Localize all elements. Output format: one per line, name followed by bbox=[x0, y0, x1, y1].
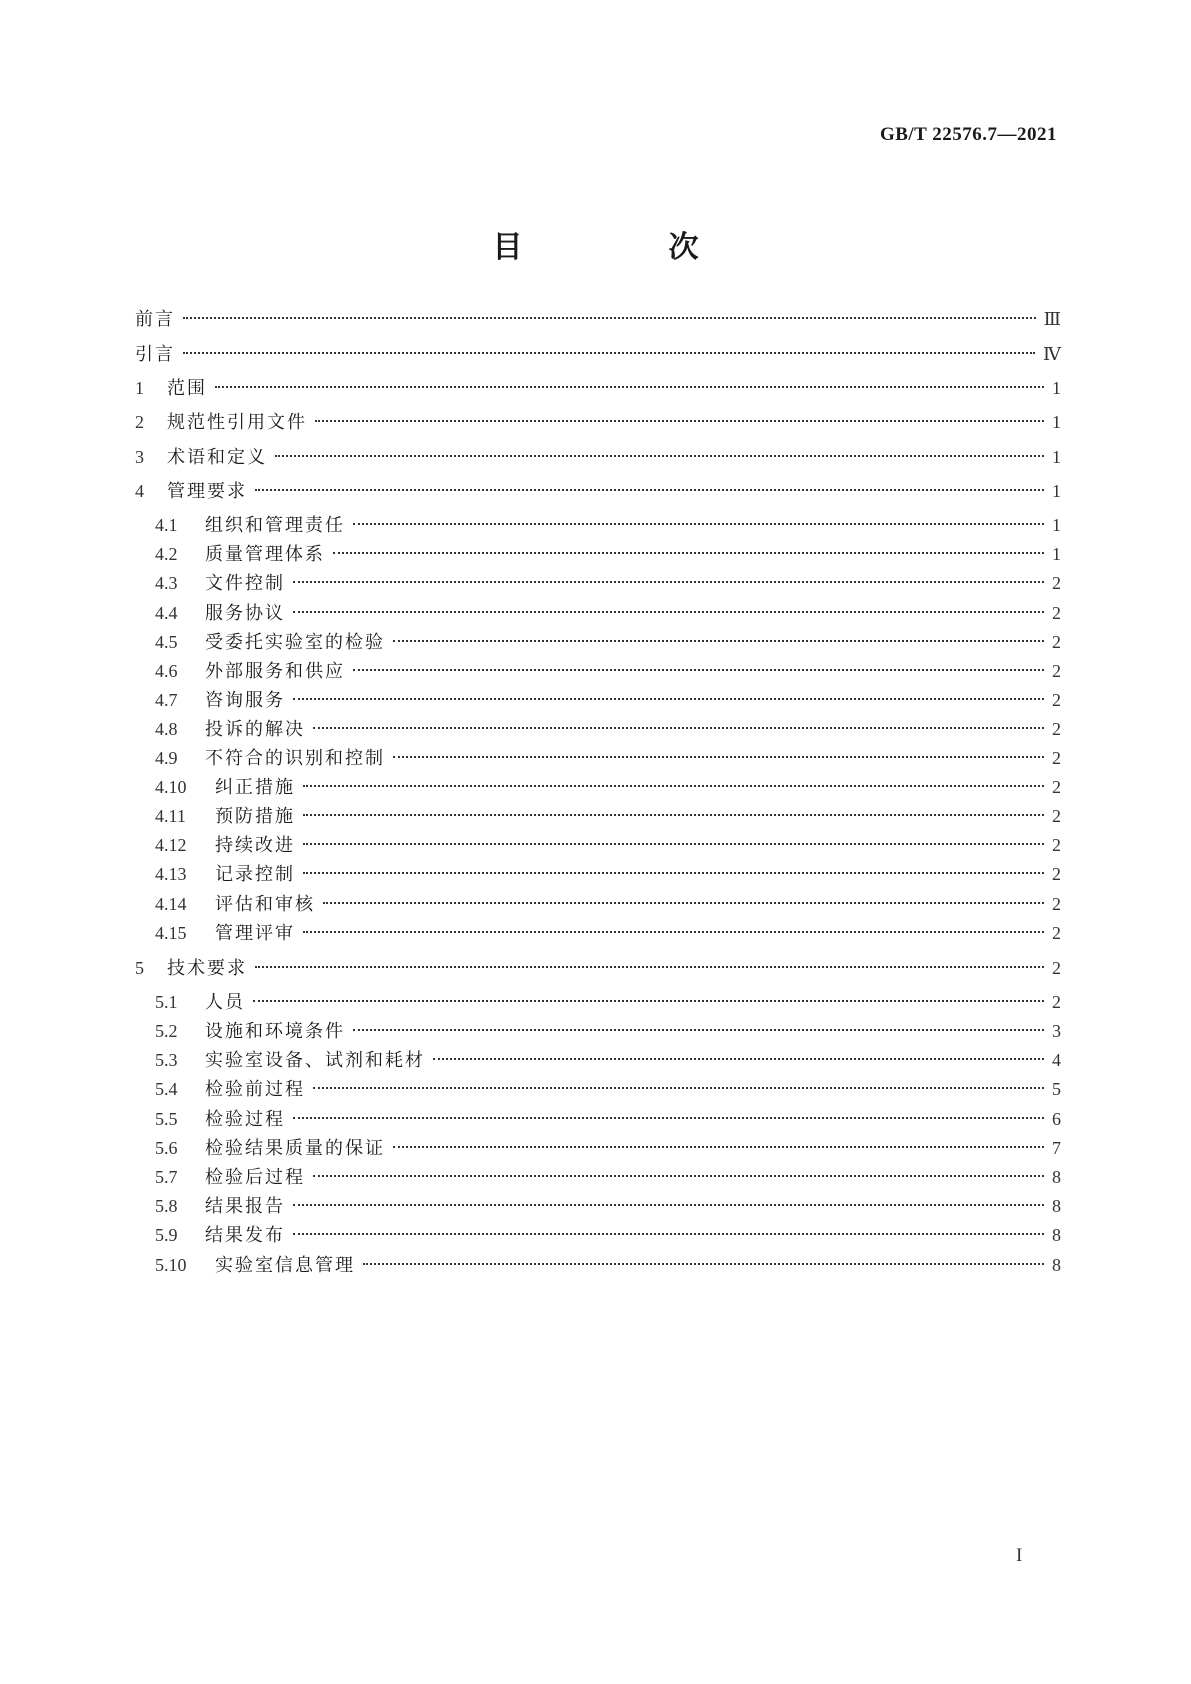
toc-entry-title: 前言 bbox=[135, 309, 175, 330]
toc-entry-title: 文件控制 bbox=[205, 573, 285, 594]
toc-entry-number: 5.10 bbox=[155, 1255, 187, 1275]
toc-entry-number: 4.2 bbox=[155, 544, 178, 564]
toc-leader-dots bbox=[363, 1263, 1044, 1265]
toc-entry-title: 质量管理体系 bbox=[205, 544, 325, 565]
toc-entry-number: 4.15 bbox=[155, 923, 187, 943]
toc-entry-title: 记录控制 bbox=[215, 864, 295, 885]
toc-entry-title: 人员 bbox=[205, 992, 245, 1013]
toc-entry[interactable] bbox=[155, 745, 1061, 772]
toc-entry[interactable] bbox=[155, 1164, 1061, 1191]
toc-entry-page: 6 bbox=[1052, 1109, 1061, 1129]
toc-entry-number: 5.1 bbox=[155, 992, 178, 1012]
toc-entry-number: 4.10 bbox=[155, 777, 187, 797]
toc-entry[interactable] bbox=[155, 1135, 1061, 1162]
toc-entry-page: 5 bbox=[1052, 1079, 1061, 1099]
toc-entry-title: 受委托实验室的检验 bbox=[205, 632, 385, 653]
toc-entry-title: 技术要求 bbox=[167, 958, 247, 979]
toc-entry-page: Ⅳ bbox=[1043, 344, 1061, 364]
toc-entry-number: 2 bbox=[135, 412, 144, 432]
toc-leader-dots bbox=[293, 1117, 1044, 1119]
toc-entry[interactable] bbox=[155, 1106, 1061, 1133]
toc-entry-title: 外部服务和供应 bbox=[205, 661, 345, 682]
toc-leader-dots bbox=[323, 902, 1044, 904]
toc-entry[interactable] bbox=[155, 716, 1061, 743]
toc-leader-dots bbox=[333, 552, 1044, 554]
toc-entry-title: 服务协议 bbox=[205, 603, 285, 624]
toc-entry-number: 5.8 bbox=[155, 1196, 178, 1216]
toc-entry-number: 4.9 bbox=[155, 748, 178, 768]
toc-entry-title: 范围 bbox=[167, 378, 207, 399]
toc-leader-dots bbox=[353, 1029, 1044, 1031]
toc-entry[interactable] bbox=[155, 1018, 1061, 1045]
toc-leader-dots bbox=[393, 756, 1044, 758]
toc-entry[interactable] bbox=[155, 832, 1061, 859]
toc-entry-title: 规范性引用文件 bbox=[167, 412, 307, 433]
toc-entry-number: 5.6 bbox=[155, 1138, 178, 1158]
toc-entry[interactable] bbox=[155, 920, 1061, 947]
toc-entry-page: 2 bbox=[1052, 777, 1061, 797]
toc-entry-page: 2 bbox=[1052, 719, 1061, 739]
toc-leader-dots bbox=[313, 1175, 1044, 1177]
toc-entry-number: 4.4 bbox=[155, 603, 178, 623]
toc-leader-dots bbox=[313, 727, 1044, 729]
toc-entry-page: 1 bbox=[1052, 378, 1061, 398]
toc-entry-title: 预防措施 bbox=[215, 806, 295, 827]
toc-entry[interactable] bbox=[135, 306, 1061, 333]
toc-leader-dots bbox=[353, 523, 1044, 525]
toc-entry-number: 4.6 bbox=[155, 661, 178, 681]
toc-leader-dots bbox=[183, 317, 1036, 319]
toc-leader-dots bbox=[293, 1204, 1044, 1206]
toc-entry-title: 投诉的解决 bbox=[205, 719, 305, 740]
toc-entry[interactable] bbox=[155, 1222, 1061, 1249]
toc-entry[interactable] bbox=[155, 989, 1061, 1016]
toc-leader-dots bbox=[303, 814, 1044, 816]
toc-entry-title: 术语和定义 bbox=[167, 447, 267, 468]
toc-entry-number: 3 bbox=[135, 447, 144, 467]
toc-entry-page: 2 bbox=[1052, 835, 1061, 855]
toc-entry-title: 管理评审 bbox=[215, 923, 295, 944]
toc-entry[interactable] bbox=[155, 570, 1061, 597]
toc-entry-number: 4.14 bbox=[155, 894, 187, 914]
toc-entry-number: 5.9 bbox=[155, 1225, 178, 1245]
toc-leader-dots bbox=[393, 1146, 1044, 1148]
toc-entry-title: 实验室设备、试剂和耗材 bbox=[205, 1050, 425, 1071]
toc-entry[interactable] bbox=[155, 1076, 1061, 1103]
toc-entry[interactable] bbox=[155, 629, 1061, 656]
toc-leader-dots bbox=[303, 931, 1044, 933]
toc-entry-number: 5.4 bbox=[155, 1079, 178, 1099]
toc-entry-page: 8 bbox=[1052, 1225, 1061, 1245]
toc-entry-page: 1 bbox=[1052, 544, 1061, 564]
toc-entry-number: 5.5 bbox=[155, 1109, 178, 1129]
toc-entry-title: 组织和管理责任 bbox=[205, 515, 345, 536]
toc-entry[interactable] bbox=[155, 1252, 1061, 1279]
toc-entry[interactable] bbox=[155, 687, 1061, 714]
toc-leader-dots bbox=[353, 669, 1044, 671]
toc-entry-number: 4.3 bbox=[155, 573, 178, 593]
toc-entry-title: 检验后过程 bbox=[205, 1167, 305, 1188]
toc-entry-page: 1 bbox=[1052, 412, 1061, 432]
toc-leader-dots bbox=[315, 420, 1044, 422]
toc-entry-page: 2 bbox=[1052, 632, 1061, 652]
toc-entry[interactable] bbox=[135, 341, 1061, 368]
toc-entry-number: 5.3 bbox=[155, 1050, 178, 1070]
toc-entry-title: 结果发布 bbox=[205, 1225, 285, 1246]
toc-entry[interactable] bbox=[155, 891, 1061, 918]
toc-entry-page: 4 bbox=[1052, 1050, 1061, 1070]
toc-leader-dots bbox=[313, 1087, 1044, 1089]
toc-entry-page: 2 bbox=[1052, 958, 1061, 978]
toc-entry-page: 2 bbox=[1052, 573, 1061, 593]
toc-entry-page: 2 bbox=[1052, 864, 1061, 884]
toc-entry[interactable] bbox=[135, 444, 1061, 471]
toc-entry-page: 2 bbox=[1052, 690, 1061, 710]
toc-entry-page: 2 bbox=[1052, 992, 1061, 1012]
toc-leader-dots bbox=[293, 611, 1044, 613]
toc-entry-title: 不符合的识别和控制 bbox=[205, 748, 385, 769]
toc-entry-title: 持续改进 bbox=[215, 835, 295, 856]
toc-entry-page: 2 bbox=[1052, 603, 1061, 623]
toc-entry-title: 设施和环境条件 bbox=[205, 1021, 345, 1042]
toc-leader-dots bbox=[293, 1233, 1044, 1235]
toc-entry-title: 结果报告 bbox=[205, 1196, 285, 1217]
toc-leader-dots bbox=[215, 386, 1044, 388]
toc-leader-dots bbox=[253, 1000, 1044, 1002]
page-title: 目 次 bbox=[492, 230, 757, 265]
toc-entry-number: 4.8 bbox=[155, 719, 178, 739]
toc-leader-dots bbox=[275, 455, 1044, 457]
toc-entry-number: 1 bbox=[135, 378, 144, 398]
toc-entry-number: 4.11 bbox=[155, 806, 186, 826]
toc-entry[interactable] bbox=[155, 1047, 1061, 1074]
toc-leader-dots bbox=[393, 640, 1044, 642]
toc-entry-page: 7 bbox=[1052, 1138, 1061, 1158]
toc-entry-title: 评估和审核 bbox=[215, 894, 315, 915]
toc-entry-page: 8 bbox=[1052, 1167, 1061, 1187]
toc-entry-number: 4.1 bbox=[155, 515, 178, 535]
toc-entry-number: 4.12 bbox=[155, 835, 187, 855]
toc-entry[interactable] bbox=[135, 955, 1061, 982]
toc-entry-page: 3 bbox=[1052, 1021, 1061, 1041]
toc-entry-title: 管理要求 bbox=[167, 481, 247, 502]
toc-entry-page: 8 bbox=[1052, 1196, 1061, 1216]
toc-entry-page: 1 bbox=[1052, 447, 1061, 467]
toc-entry[interactable] bbox=[135, 478, 1061, 505]
toc-entry[interactable] bbox=[155, 803, 1061, 830]
toc-entry-page: 1 bbox=[1052, 515, 1061, 535]
toc-entry-title: 引言 bbox=[135, 344, 175, 365]
toc-entry-number: 4.5 bbox=[155, 632, 178, 652]
toc-entry[interactable] bbox=[155, 1193, 1061, 1220]
toc-leader-dots bbox=[303, 843, 1044, 845]
toc-entry[interactable] bbox=[155, 541, 1061, 568]
toc-entry-page: 1 bbox=[1052, 481, 1061, 501]
toc-entry-number: 5 bbox=[135, 958, 144, 978]
toc-entry[interactable] bbox=[135, 375, 1061, 402]
toc-entry-title: 检验结果质量的保证 bbox=[205, 1138, 385, 1159]
toc-entry[interactable] bbox=[135, 409, 1061, 436]
toc-leader-dots bbox=[433, 1058, 1044, 1060]
toc-entry-page: 2 bbox=[1052, 748, 1061, 768]
toc-entry-page: 8 bbox=[1052, 1255, 1061, 1275]
toc-entry[interactable] bbox=[155, 861, 1061, 888]
toc-entry[interactable] bbox=[155, 658, 1061, 685]
toc-leader-dots bbox=[293, 581, 1044, 583]
standard-code: GB/T 22576.7—2021 bbox=[879, 124, 1057, 145]
toc-entry[interactable] bbox=[155, 774, 1061, 801]
toc-entry-title: 纠正措施 bbox=[215, 777, 295, 798]
toc-entry-title: 实验室信息管理 bbox=[215, 1255, 355, 1276]
toc-entry-number: 4.13 bbox=[155, 864, 187, 884]
toc-entry-page: 2 bbox=[1052, 806, 1061, 826]
toc-leader-dots bbox=[255, 489, 1044, 491]
toc-entry-page: 2 bbox=[1052, 894, 1061, 914]
toc-entry-number: 4 bbox=[135, 481, 144, 501]
toc-entry-title: 检验过程 bbox=[205, 1109, 285, 1130]
toc-entry-page: 2 bbox=[1052, 661, 1061, 681]
toc-entry-number: 5.7 bbox=[155, 1167, 178, 1187]
toc-leader-dots bbox=[183, 352, 1035, 354]
toc-leader-dots bbox=[293, 698, 1044, 700]
toc-entry-page: 2 bbox=[1052, 923, 1061, 943]
toc-leader-dots bbox=[303, 785, 1044, 787]
toc-entry-number: 5.2 bbox=[155, 1021, 178, 1041]
toc-leader-dots bbox=[255, 966, 1044, 968]
toc-entry-title: 咨询服务 bbox=[205, 690, 285, 711]
toc-leader-dots bbox=[303, 872, 1044, 874]
toc-entry-number: 4.7 bbox=[155, 690, 178, 710]
toc-entry[interactable] bbox=[155, 512, 1061, 539]
toc-entry-title: 检验前过程 bbox=[205, 1079, 305, 1100]
toc-entry-page: Ⅲ bbox=[1043, 309, 1061, 329]
toc-entry[interactable] bbox=[155, 600, 1061, 627]
page-number: I bbox=[1016, 1545, 1023, 1566]
